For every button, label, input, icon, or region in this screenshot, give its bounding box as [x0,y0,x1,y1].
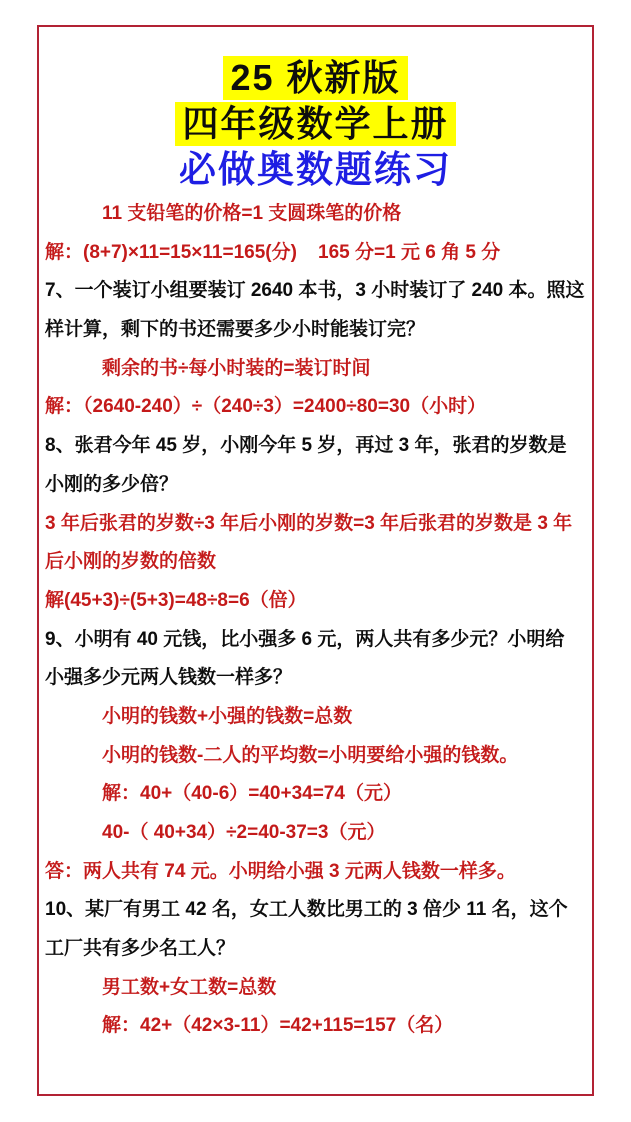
text-line: 11 支铅笔的价格=1 支圆珠笔的价格 [102,203,402,224]
text-line: 解(45+3)÷(5+3)=48÷8=6（倍） [45,589,307,611]
text-line: 10、某厂有男工 42 名，女工人数比男工的 3 倍少 11 名，这个 [45,899,568,921]
text-line: 解：40+（40-6）=40+34=74（元） [102,783,402,805]
text-line: 男工数+女工数=总数 [102,976,277,998]
text-line: 3 年后张君的岁数÷3 年后小刚的岁数=3 年后张君的岁数是 3 年 [45,512,573,534]
text-line: 小强多少元两人钱数一样多？ [45,667,293,689]
title-row-edition [39,55,592,101]
text-line: 40-（ 40+34）÷2=40-37=3（元） [102,822,386,843]
text-line: 工厂共有多少名工人？ [45,938,236,960]
subtitle-practice: 必做奥数题练习 [179,149,452,190]
text-line: 解：(8+7)×11=15×11=165(分) 165 分=1 元 6 角 5 分 [45,241,501,263]
text-line: 小明的钱数+小强的钱数=总数 [102,705,353,727]
title-row-book [39,101,592,147]
text-line: 9、小明有 40 元钱，比小强多 6 元，两人共有多少元？小明给 [45,628,565,650]
text-line: 7、一个装订小组要装订 2640 本书，3 小时装订了 240 本。照这 [45,280,585,302]
text-line: 解：（2640-240）÷（240÷3）=2400÷80=30（小时） [45,396,487,418]
text-line: 样计算，剩下的书还需要多少小时能装订完？ [45,319,426,341]
text-line: 解：42+（42×3-11）=42+115=157（名） [102,1015,454,1037]
text-line: 剩余的书÷每小时装的=装订时间 [102,357,371,379]
text-line: 后小刚的岁数的倍数 [45,551,217,573]
text-line: 答：两人共有 74 元。小明给小强 3 元两人钱数一样多。 [45,860,516,882]
title-edition-highlight: 25 秋新版 [223,56,407,100]
text-line: 小刚的多少倍？ [45,473,179,495]
page-border [37,25,594,1096]
title-block [39,55,592,193]
content-area [39,195,592,1046]
text-line: 8、张君今年 45 岁，小刚今年 5 岁，再过 3 年，张君的岁数是 [45,435,567,457]
text-line: 小明的钱数-二人的平均数=小明要给小强的钱数。 [102,744,519,766]
title-book-highlight: 四年级数学上册 [175,102,455,146]
